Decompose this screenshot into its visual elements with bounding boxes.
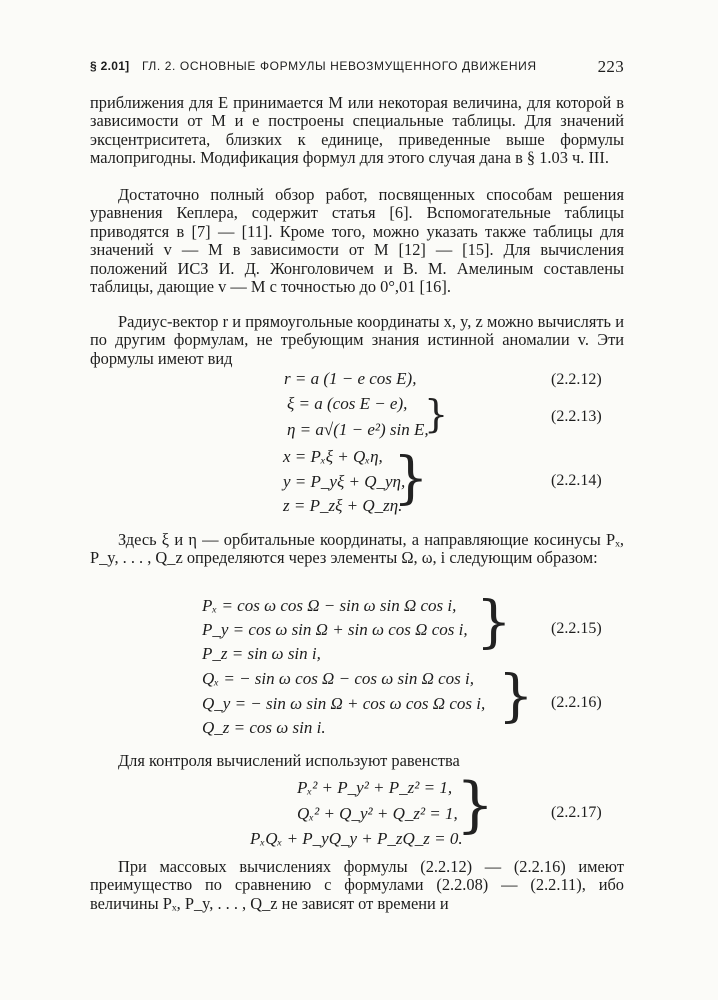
paragraph-3: Радиус-вектор r и прямоугольные координаты x, y, z можно вычислять и по другим формулам, не требующим знания истинной аномалии v. Эти формулы имеют вид: [90, 312, 624, 368]
page-number: 223: [597, 57, 624, 76]
equation-2-2-17-pq: PₓQₓ + P_yQ_y + P_zQ_z = 0.: [250, 829, 463, 848]
equation-2-2-16-qy: Q_y = − sin ω sin Ω + cos ω cos Ω cos i,: [202, 694, 486, 713]
brace-2-2-13: }: [424, 392, 449, 436]
equation-2-2-17-q: Qₓ² + Q_y² + Q_z² = 1,: [297, 804, 458, 823]
equation-2-2-16-qz: Q_z = cos ω sin i.: [202, 718, 326, 737]
equation-2-2-13-eta: η = a√(1 − e²) sin E,: [287, 420, 429, 439]
equation-2-2-15-px: Pₓ = cos ω cos Ω − sin ω sin Ω cos i,: [202, 596, 457, 615]
header-title: ГЛ. 2. ОСНОВНЫЕ ФОРМУЛЫ НЕВОЗМУЩЕННОГО ДВИЖЕНИЯ: [142, 59, 537, 73]
equation-2-2-13-xi: ξ = a (cos E − e),: [287, 394, 408, 413]
equation-number-2-2-15: (2.2.15): [551, 620, 602, 637]
brace-2-2-14: }: [393, 446, 429, 511]
header-section: § 2.01]: [90, 59, 130, 73]
running-header: [90, 55, 624, 79]
equation-number-2-2-16: (2.2.16): [551, 694, 602, 711]
paragraph-1: приближения для E принимается M или некоторая величина, для которой в зависимости от M и e построены специальные таблицы. Для значений эксцентриситета, близких к единице, приведенные выше формулы малопригодны. Модификация формул для этого случая дана в § 1.03 ч. III.: [90, 93, 624, 168]
brace-2-2-16: }: [498, 664, 534, 729]
equation-2-2-12: r = a (1 − e cos E),: [284, 369, 417, 388]
paragraph-6: При массовых вычислениях формулы (2.2.12) — (2.2.16) имеют преимущество по сравнению с формулами (2.2.08) — (2.2.11), ибо величины Pₓ, P_y, . . . , Q_z не зависят от времени и: [90, 857, 624, 913]
brace-2-2-17: }: [456, 770, 495, 840]
equation-number-2-2-14: (2.2.14): [551, 472, 602, 489]
equation-2-2-14-y: y = P_yξ + Q_yη,: [283, 472, 406, 491]
equation-2-2-17-p: Pₓ² + P_y² + P_z² = 1,: [297, 778, 453, 797]
equation-number-2-2-17: (2.2.17): [551, 804, 602, 821]
paragraph-2: Достаточно полный обзор работ, посвященных способам решения уравнения Кеплера, содержит статья [6]. Вспомогательные таблицы приводятся в [7] — [11]. Кроме того, можно указать также таблицы для значений v — M в зависимости от M [12] — [15]. Для вычисления положений ИСЗ И. Д. Жонголовичем и В. М. Амелиным составлены таблицы, дающие v — M с точностью до 0°,01 [16].: [90, 185, 624, 297]
equation-2-2-14-z: z = P_zξ + Q_zη.: [283, 496, 403, 515]
equation-2-2-14-x: x = Pₓξ + Qₓη,: [283, 447, 383, 466]
equation-2-2-16-qx: Qₓ = − sin ω cos Ω − cos ω sin Ω cos i,: [202, 669, 474, 688]
paragraph-4: Здесь ξ и η — орбитальные координаты, а направляющие косинусы Pₓ, P_y, . . . , Q_z определяются через элементы Ω, ω, i следующим образом:: [90, 530, 624, 568]
equation-number-2-2-13: (2.2.13): [551, 408, 602, 425]
equation-2-2-15-pz: P_z = sin ω sin i,: [202, 644, 321, 663]
equation-number-2-2-12: (2.2.12): [551, 371, 602, 388]
equation-2-2-15-py: P_y = cos ω sin Ω + sin ω cos Ω cos i,: [202, 620, 468, 639]
paragraph-5: Для контроля вычислений используют равенства: [118, 751, 460, 770]
brace-2-2-15: }: [476, 590, 512, 655]
